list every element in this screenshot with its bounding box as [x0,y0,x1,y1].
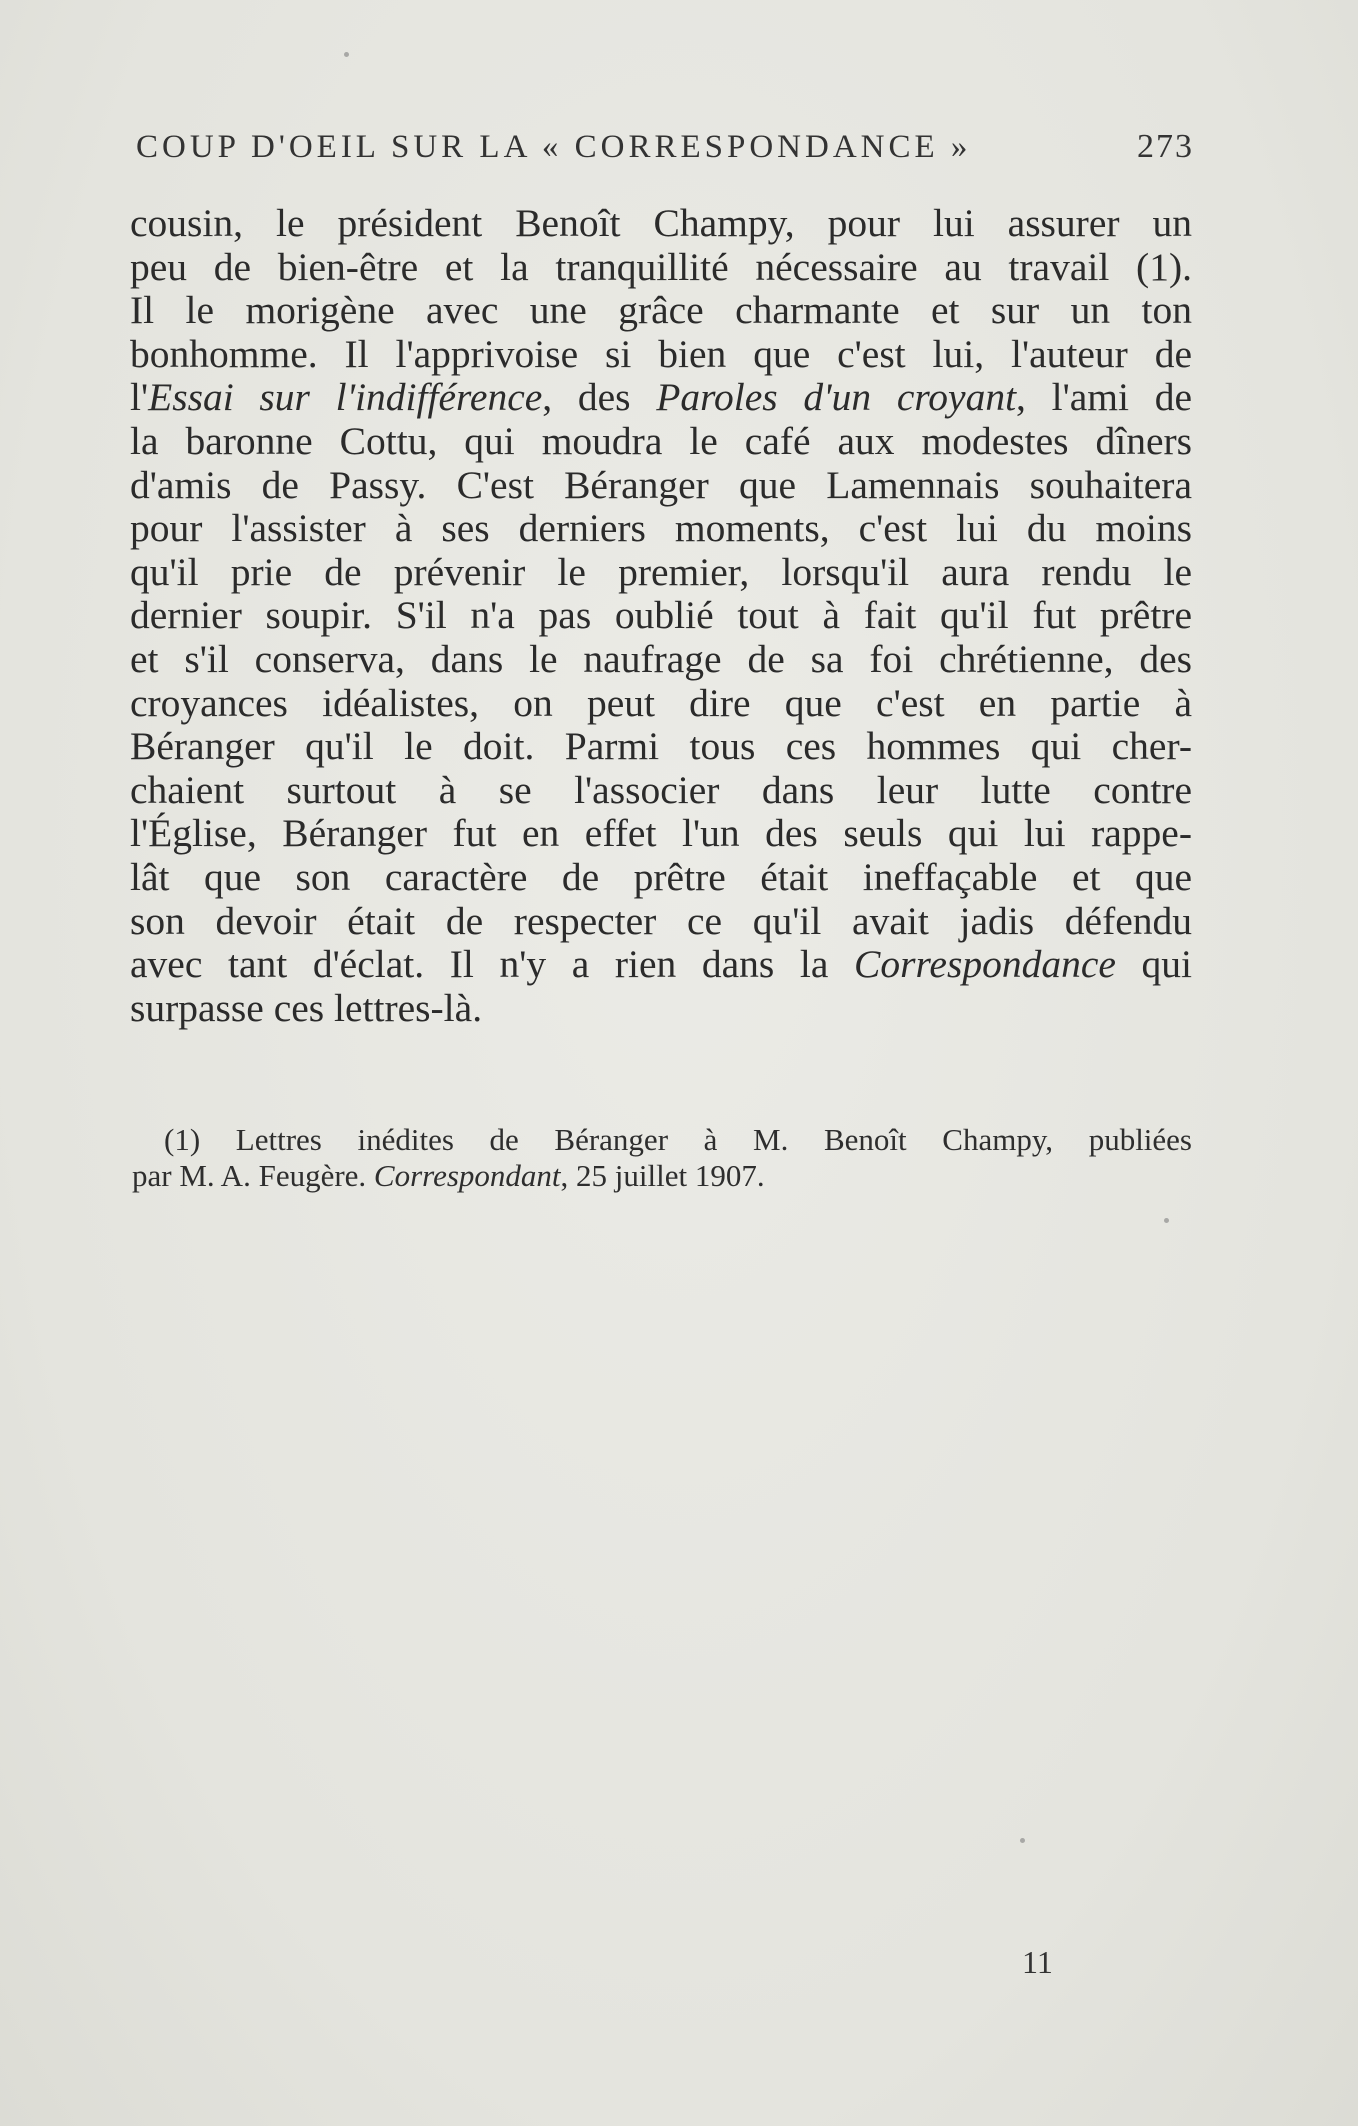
text-run: , des [542,375,657,420]
signature-mark: 11 [1022,1944,1053,1980]
body-line: Il le morigène avec une grâce charmante et sur un ton [130,288,1192,333]
body-line: lât que son caractère de prêtre était ineffaçable et que [130,854,1192,899]
body-line: d'amis de Passy. C'est Béranger que Lamennais souhaitera [130,462,1192,507]
body-line: surpasse ces lettres-là. [130,985,483,1030]
body-line: dernier soupir. S'il n'a pas oublié tout à fait qu'il fut prêtre [130,593,1192,638]
body-line: peu de bien-être et la tranquillité nécessaire au travail (1). [130,244,1192,289]
body-line [130,943,1192,987]
body-line: son devoir était de respecter ce qu'il avait jadis défendu [130,898,1192,943]
footnote-line [132,1158,1192,1194]
print-speck [1020,1838,1025,1843]
body-line: pour l'assister à ses derniers moments, c'est lui du moins [130,506,1192,551]
text-run: l' [130,375,149,420]
body-line [130,376,1192,420]
italic-title: Paroles d'un croyant [656,375,1017,420]
footnote-line: (1) Lettres inédites de Béranger à M. Benoît Champy, publiées [164,1122,1192,1157]
body-line: chaient surtout à se l'associer dans leur lutte contre [130,767,1192,812]
text-run: avec tant d'éclat. Il n'y a rien dans la [130,942,855,987]
body-line: la baronne Cottu, qui moudra le café aux modestes dîners [130,418,1192,463]
footnote [132,1122,1192,1194]
body-line: et s'il conserva, dans le naufrage de sa foi chrétienne, des [130,636,1192,681]
italic-title: Correspondance [854,942,1116,987]
running-title: COUP D'OEIL SUR LA « CORRESPONDANCE » [136,129,972,165]
italic-title: Essai sur l'indifférence [148,375,543,420]
body-line: bonhomme. Il l'apprivoise si bien que c'est lui, l'auteur de [130,331,1192,376]
body-line: l'Église, Béranger fut en effet l'un des seuls qui lui rappe- [130,811,1192,856]
body-line: qu'il prie de prévenir le premier, lorsqu'il aura rendu le [130,549,1192,594]
body-paragraph [130,202,1192,1030]
body-line: Béranger qu'il le doit. Parmi tous ces hommes qui cher- [130,724,1192,769]
text-run: qui [1115,942,1192,987]
body-line: croyances idéalistes, on peut dire que c'est en partie à [130,680,1192,725]
page-number: 273 [1137,128,1194,165]
print-speck [1164,1218,1169,1223]
body-line: cousin, le président Benoît Champy, pour lui assurer un [130,201,1192,245]
text-run: par M. A. Feugère. [132,1158,374,1193]
print-speck [344,52,349,57]
text-run: , 25 juillet 1907. [560,1158,765,1193]
italic-title: Correspondant [373,1158,561,1193]
running-head [136,128,1194,176]
text-run: , l'ami de [1016,375,1192,420]
